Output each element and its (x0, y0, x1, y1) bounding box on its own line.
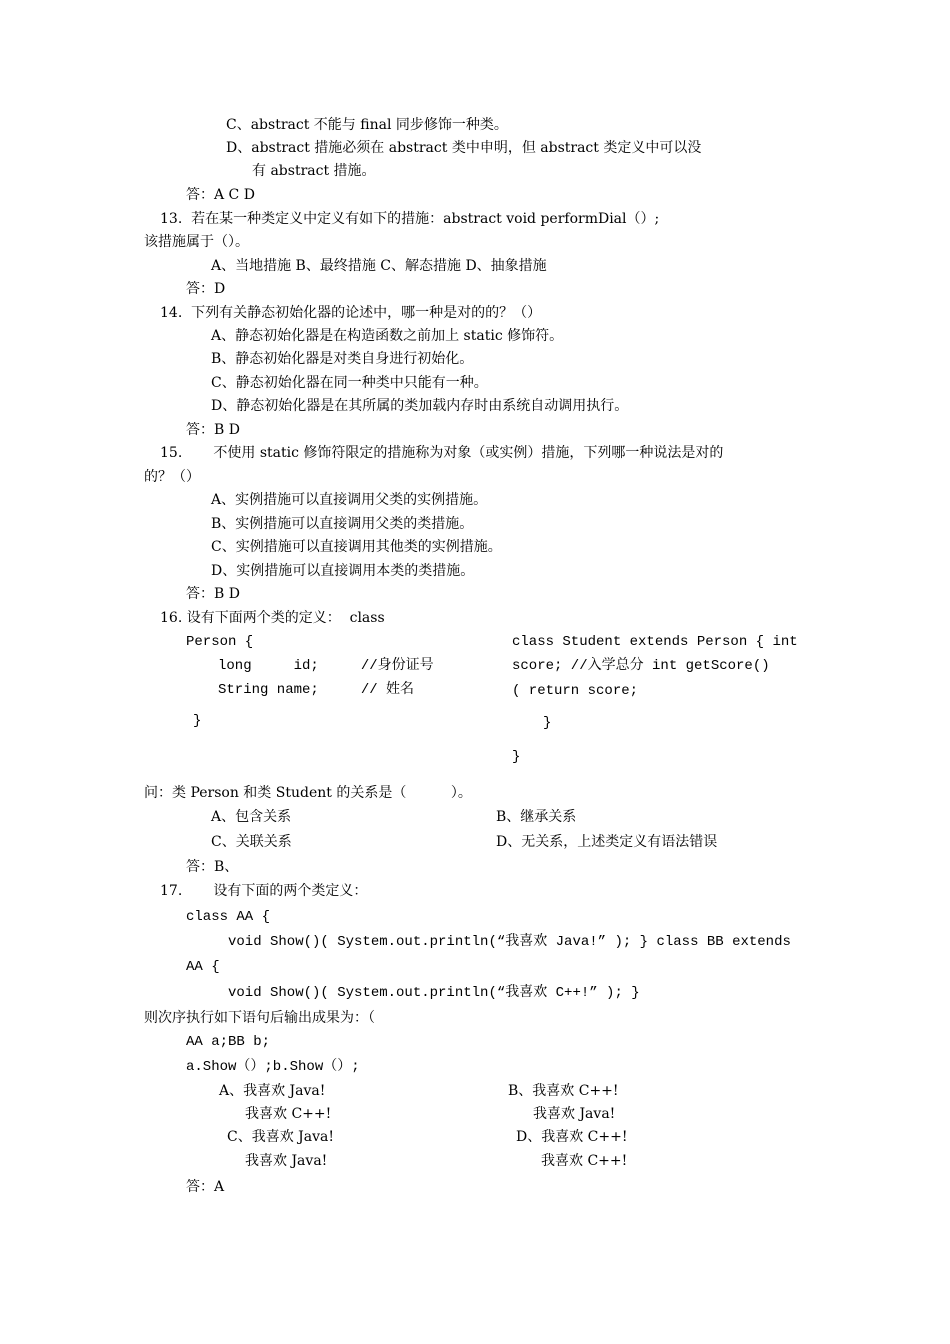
q17-option-b-1: B、我喜欢 C++! (508, 1083, 619, 1099)
q13-answer: 答：D (186, 281, 226, 297)
q17-code-6: a.Show（）;b.Show（）; (186, 1059, 360, 1075)
q12-option-d-cont: 有 abstract 措施。 (252, 163, 376, 179)
q16-answer: 答：B、 (186, 859, 239, 875)
q16-question: 16. 设有下面两个类的定义： class (160, 610, 385, 626)
q17-option-a-2: 我喜欢 C++! (245, 1106, 332, 1122)
q17-option-d-2: 我喜欢 C++! (541, 1153, 628, 1169)
q16-option-b: B、继承关系 (496, 809, 577, 825)
q15-answer: 答：B D (186, 586, 240, 602)
q17-code-3: AA { (186, 959, 220, 975)
q17-code-5: AA a;BB b; (186, 1034, 271, 1050)
q16-option-d: D、无关系，上述类定义有语法错误 (496, 834, 718, 850)
q13-question: 13. 若在某一种类定义中定义有如下的措施：abstract void performDial（）; (160, 211, 660, 227)
q14-answer: 答：B D (186, 422, 240, 438)
q17-option-a-1: A、我喜欢 Java! (219, 1083, 326, 1099)
q17-answer: 答：A (186, 1179, 225, 1195)
q17-option-d-1: D、我喜欢 C++! (516, 1129, 628, 1145)
q17-code-1: class AA { (186, 909, 271, 925)
q16-code-right-3: ( return score; (512, 683, 639, 699)
q16-code-left-4: } (193, 713, 202, 729)
q16-code-right-4: } (543, 715, 552, 731)
q16-code-right-1: class Student extends Person { int (512, 634, 798, 650)
q14-option-b: B、静态初始化器是对类自身进行初始化。 (211, 351, 474, 367)
q13-options: A、当地措施 B、最终措施 C、解态措施 D、抽象措施 (211, 258, 547, 274)
q15-question: 15. 不使用 static 修饰符限定的措施称为对象（或实例）措施，下列哪一种说法是对的 (160, 445, 724, 461)
q12-answer: 答：A C D (186, 187, 255, 203)
q16-code-left-1: Person { (186, 634, 254, 650)
q17-code-2: void Show()( System.out.println(“我喜欢 Java!” ); } class BB extends (228, 934, 791, 950)
q16-code-left-2: long id; //身份证号 (218, 658, 434, 674)
q17-ask: 则次序执行如下语句后输出成果为：（ (144, 1010, 375, 1026)
q15-option-c: C、实例措施可以直接调用其他类的实例措施。 (211, 539, 502, 555)
q14-option-d: D、静态初始化器是在其所属的类加载内存时由系统自动调用执行。 (211, 398, 629, 414)
q14-option-c: C、静态初始化器在同一种类中只能有一种。 (211, 375, 488, 391)
q17-question: 17. 设有下面的两个类定义： (160, 883, 368, 899)
q15-option-d: D、实例措施可以直接调用本类的类措施。 (211, 563, 475, 579)
q14-option-a: A、静态初始化器是在构造函数之前加上 static 修饰符。 (211, 328, 564, 344)
q16-code-right-5: } (512, 749, 521, 765)
q13-question-cont: 该措施属于（）。 (144, 234, 249, 250)
q16-option-a: A、包含关系 (211, 809, 292, 825)
q16-code-right-2: score; //入学总分 int getScore() (512, 658, 770, 674)
q16-code-left-3: String name; // 姓名 (218, 682, 415, 698)
q17-option-b-2: 我喜欢 Java! (533, 1106, 616, 1122)
q12-option-c: C、abstract 不能与 final 同步修饰一种类。 (226, 117, 508, 133)
q17-option-c-2: 我喜欢 Java! (245, 1153, 328, 1169)
q12-option-d: D、abstract 措施必须在 abstract 类中申明，但 abstract 类定义中可以没 (226, 140, 702, 156)
q16-ask: 问：类 Person 和类 Student 的关系是（ ）。 (144, 785, 472, 801)
q15-question-cont: 的？（） (144, 469, 200, 485)
q15-option-b: B、实例措施可以直接调用父类的类措施。 (211, 516, 474, 532)
q17-option-c-1: C、我喜欢 Java! (227, 1129, 335, 1145)
q16-option-c: C、关联关系 (211, 834, 292, 850)
q14-question: 14. 下列有关静态初始化器的论述中，哪一种是对的的？（） (160, 305, 542, 321)
q17-code-4: void Show()( System.out.println(“我喜欢 C++!” ); } (228, 985, 640, 1001)
q15-option-a: A、实例措施可以直接调用父类的实例措施。 (211, 492, 488, 508)
